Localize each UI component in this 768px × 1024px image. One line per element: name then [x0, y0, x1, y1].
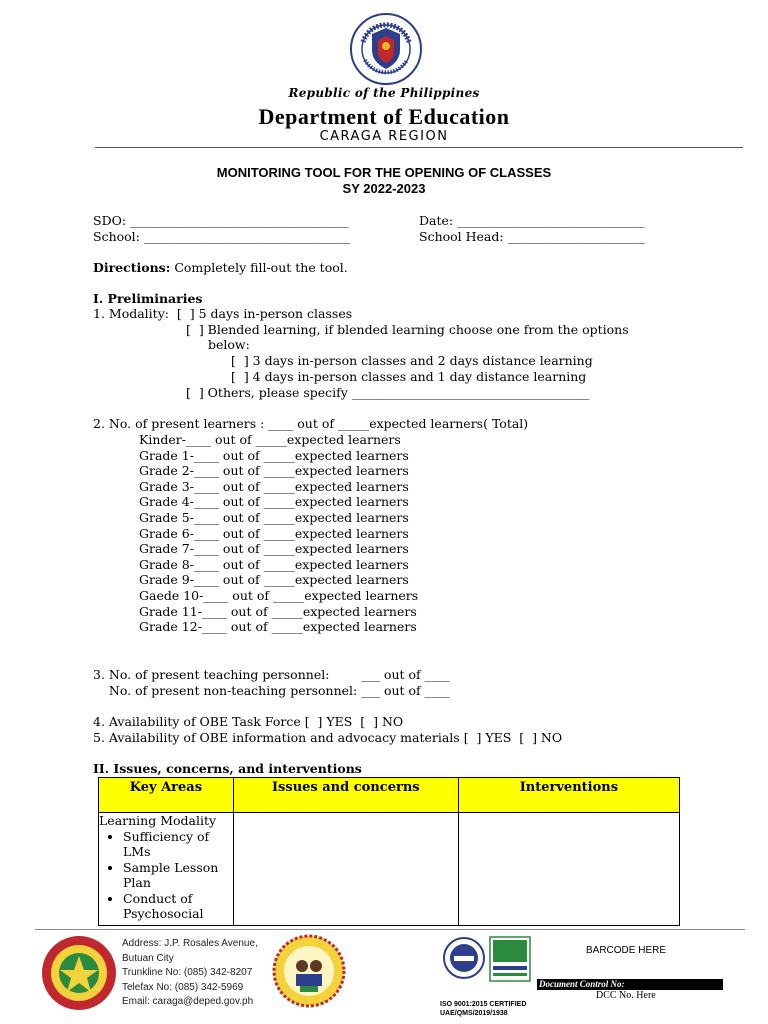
footer-address-line: Butuan City — [122, 952, 174, 964]
grade-line[interactable]: Grade 11-____ out of _____expected learners — [139, 603, 417, 619]
modality-option-others[interactable]: [ ] Others, please specify ______________________________________ — [186, 385, 590, 400]
school-head-field[interactable]: School Head: ______________________ — [419, 229, 646, 244]
document-control-label: Document Control No: — [537, 979, 723, 990]
footer-email[interactable]: Email: caraga@deped.gov.ph — [122, 996, 254, 1007]
directions — [93, 260, 348, 275]
key-area-title: Learning Modality — [99, 813, 217, 828]
grade-line[interactable]: Grade 6-____ out of _____expected learners — [139, 525, 409, 541]
obe-materials-line[interactable]: 5. Availability of OBE information and advocacy materials [ ] YES [ ] NO — [93, 730, 563, 745]
directions-text: Completely fill-out the tool. — [170, 260, 348, 275]
region-heading: CARAGA REGION — [319, 129, 449, 144]
directions-label: Directions: — [93, 260, 171, 275]
header-divider — [95, 147, 743, 148]
dcc-number: DCC No. Here — [596, 990, 656, 1001]
republic-heading: Republic of the Philippines — [288, 86, 480, 100]
iso-certified-label: ISO 9001:2015 CERTIFIED — [440, 1001, 527, 1008]
modality-option-4days[interactable]: [ ] 4 days in-person classes and 1 day distance learning — [231, 369, 587, 384]
modality-option-3days[interactable]: [ ] 3 days in-person classes and 2 days distance learning — [231, 353, 593, 368]
grade-line[interactable]: Grade 5-____ out of _____expected learners — [139, 510, 409, 525]
modality-blended-cont: below: — [208, 337, 250, 352]
col-interventions: Interventions — [458, 778, 679, 813]
iso-certification-logo — [442, 936, 486, 980]
nonteaching-personnel-line[interactable]: No. of present non-teaching personnel: ___ out of ____ — [93, 683, 450, 698]
footer-address-line: Address: J.P. Rosales Avenue, — [122, 938, 258, 949]
grade-line[interactable]: Grade 3-____ out of _____expected learners — [139, 478, 409, 494]
grade-line[interactable]: Grade 9-____ out of _____expected learners — [139, 572, 409, 588]
obe-taskforce-line[interactable]: 4. Availability of OBE Task Force [ ] YES [ ] NO — [93, 714, 404, 729]
section-preliminaries-heading: I. Preliminaries — [93, 291, 203, 306]
key-area-bullet: • Conduct of Psychosocial — [123, 891, 233, 922]
grade-line[interactable]: Grade 4-____ out of _____expected learners — [139, 494, 409, 510]
footer-address-block — [122, 937, 258, 1010]
caraga-region-seal-logo — [40, 934, 118, 1012]
key-area-cell — [99, 813, 234, 926]
ias-accreditation-logo — [489, 936, 531, 982]
grade-line[interactable]: Grade 7-____ out of _____expected learners — [139, 541, 409, 557]
modality-option-blended[interactable]: [ ] Blended learning, if blended learning choose one from the options — [186, 322, 629, 337]
footer-trunkline: Trunkline No: (085) 342-8207 — [122, 967, 253, 978]
key-area-bullet: • Sample Lesson Plan — [123, 860, 233, 891]
grade-line[interactable]: Grade 2-____ out of _____expected learners — [139, 463, 409, 479]
school-children-logo — [272, 934, 346, 1008]
sdo-field[interactable]: SDO: ___________________________________ — [93, 213, 349, 228]
section-issues-heading: II. Issues, concerns, and interventions — [93, 761, 362, 776]
school-year: SY 2022-2023 — [342, 181, 426, 196]
deped-seal-logo — [349, 12, 423, 86]
learners-total-line[interactable]: 2. No. of present learners : ____ out of _____expected learners( Total) — [93, 416, 529, 431]
iso-cert-number: UAE/QMS/2019/1938 — [440, 1010, 508, 1017]
footer-divider — [35, 929, 745, 930]
issues-cell[interactable] — [233, 813, 458, 926]
footer-telefax: Telefax No: (085) 342-5969 — [122, 981, 244, 993]
document-title: MONITORING TOOL FOR THE OPENING OF CLASSES — [216, 165, 552, 180]
barcode-placeholder: BARCODE HERE — [586, 945, 667, 956]
department-heading: Department of Education — [258, 104, 510, 129]
issues-table — [98, 777, 680, 926]
grade-line[interactable]: Grade 8-____ out of _____expected learners — [139, 556, 409, 572]
date-field[interactable]: Date: ______________________________ — [419, 213, 645, 228]
col-key-areas: Key Areas — [99, 778, 234, 813]
grade-line[interactable]: Grade 12-____ out of _____expected learners — [139, 619, 417, 635]
modality-option-5days[interactable]: 1. Modality: [ ] 5 days in-person classes — [93, 306, 353, 321]
col-issues: Issues and concerns — [233, 778, 458, 813]
grade-line[interactable]: Grade 1-____ out of _____expected learners — [139, 447, 409, 463]
grade-line[interactable]: Kinder-____ out of _____expected learners — [139, 432, 401, 447]
iso-certified-text — [440, 1000, 526, 1018]
teaching-personnel-line[interactable]: 3. No. of present teaching personnel: ___ out of ____ — [93, 667, 450, 682]
interventions-cell[interactable] — [458, 813, 679, 926]
grade-line[interactable]: Gaede 10-____ out of _____expected learners — [139, 588, 419, 603]
school-field[interactable]: School: _________________________________ — [93, 229, 351, 244]
key-area-bullet: • Sufficiency of LMs — [123, 829, 233, 860]
